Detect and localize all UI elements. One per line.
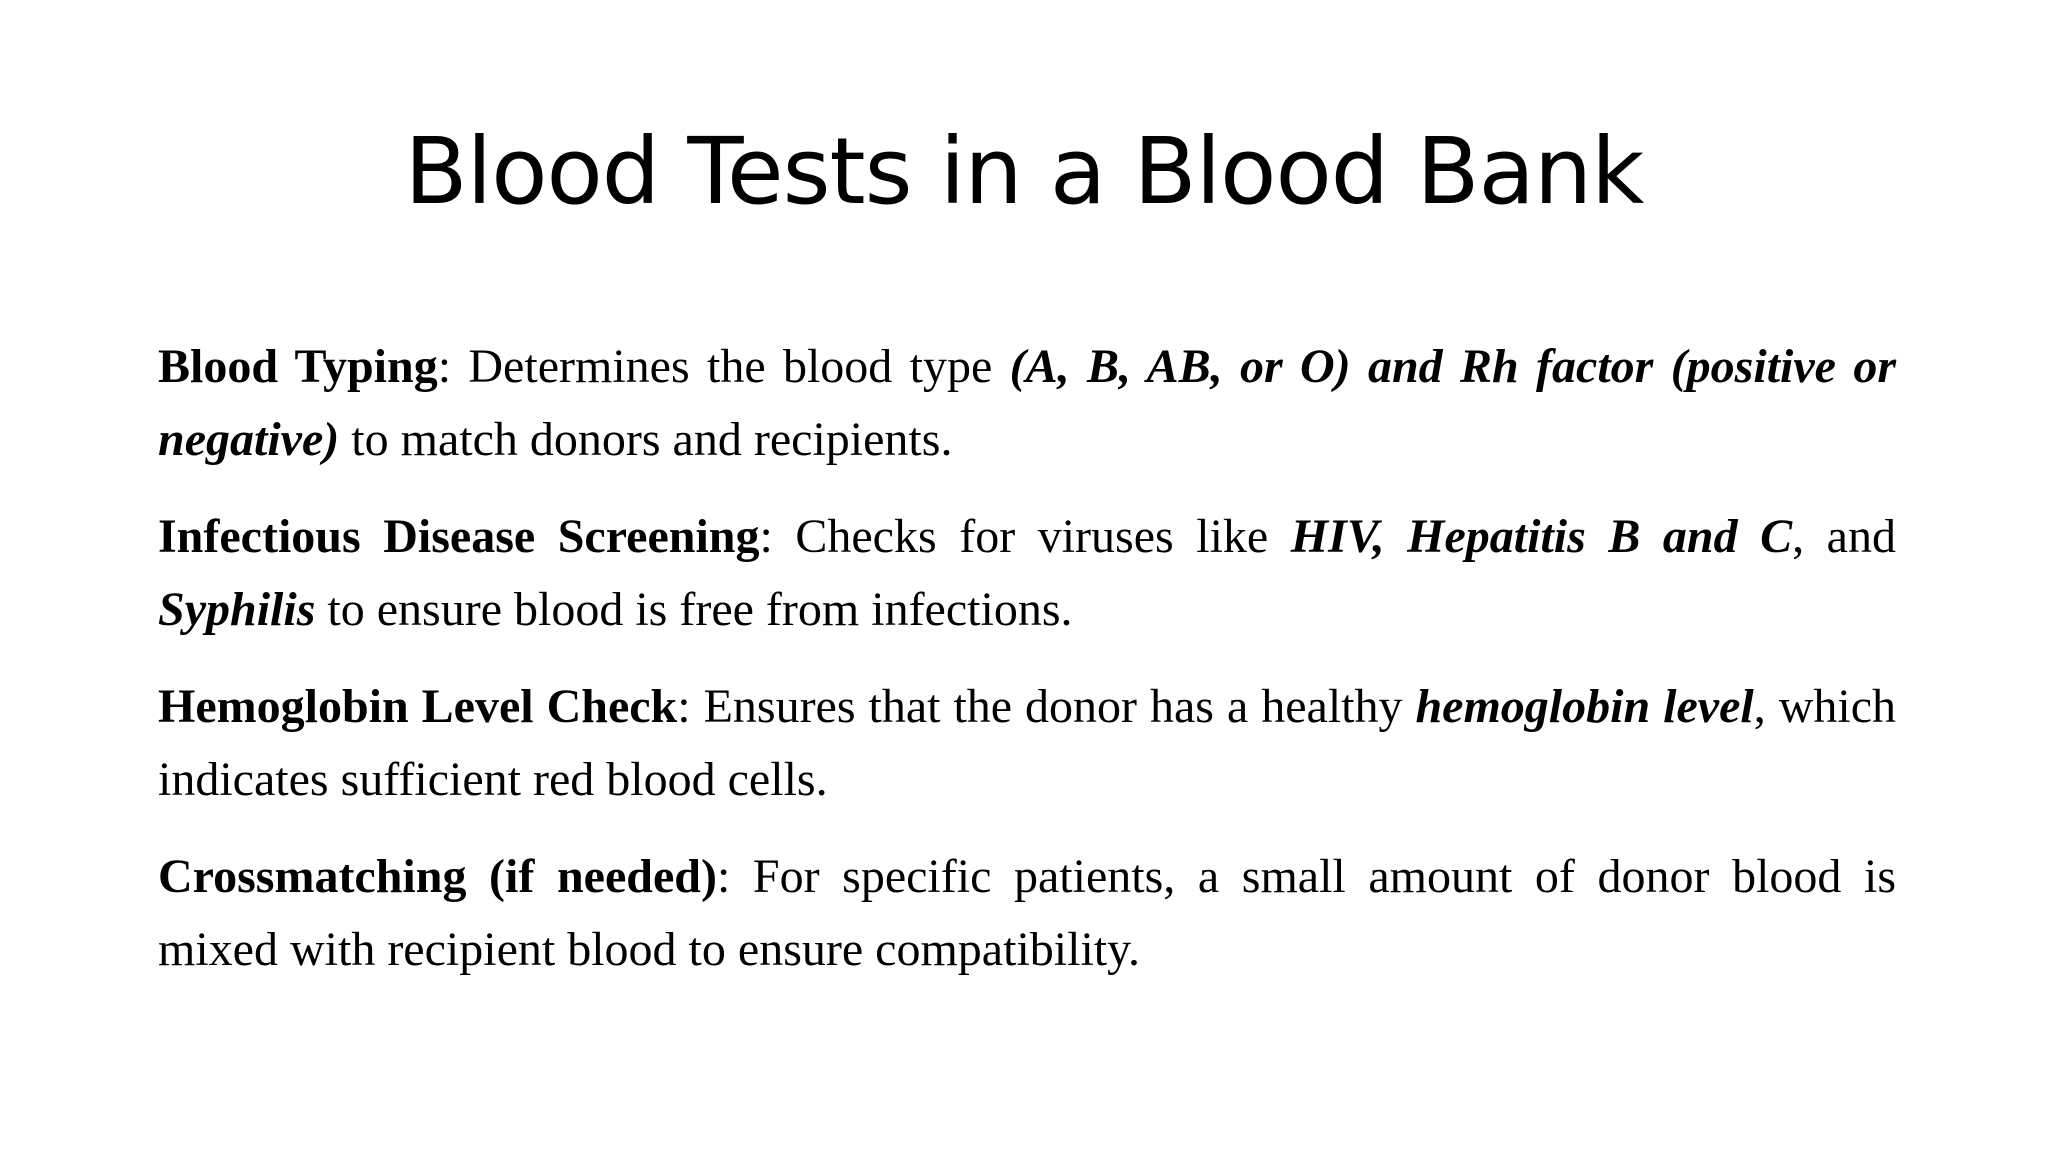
term-crossmatching: Crossmatching (if needed) bbox=[158, 850, 717, 903]
emphasis-text: HIV, Hepatitis B and C bbox=[1290, 510, 1793, 563]
body-text: Checks for viruses like bbox=[795, 510, 1291, 563]
paragraph-hemoglobin-level-check bbox=[158, 670, 1896, 816]
emphasis-text: (A, B, AB, or O) and Rh factor (positive or negative) bbox=[158, 340, 1896, 466]
paragraph-blood-typing bbox=[158, 330, 1896, 476]
paragraph-infectious-disease-screening bbox=[158, 500, 1896, 646]
body-text: For specific patients, a small amount of donor blood is mixed with recipient blood to ensure compatibility. bbox=[158, 850, 1897, 976]
slide-body bbox=[158, 330, 1896, 1010]
body-text: , which indicates sufficient red blood cells. bbox=[158, 680, 1897, 806]
body-text: , and bbox=[1792, 510, 1896, 563]
body-text: Determines the blood type bbox=[468, 340, 1010, 393]
separator: : bbox=[716, 850, 753, 903]
body-text: to ensure blood is free from infections. bbox=[315, 583, 1073, 636]
slide-title: Blood Tests in a Blood Bank bbox=[404, 118, 1644, 225]
term-hemoglobin-level-check: Hemoglobin Level Check bbox=[158, 680, 678, 733]
separator: : bbox=[759, 510, 796, 563]
emphasis-text: Syphilis bbox=[158, 583, 316, 636]
paragraph-crossmatching bbox=[158, 840, 1896, 986]
body-text: to match donors and recipients. bbox=[339, 413, 953, 466]
separator: : bbox=[437, 340, 469, 393]
term-blood-typing: Blood Typing bbox=[158, 340, 438, 393]
emphasis-text: hemoglobin level bbox=[1415, 680, 1754, 733]
term-infectious-disease-screening: Infectious Disease Screening bbox=[158, 510, 760, 563]
body-text: Ensures that the donor has a healthy bbox=[703, 680, 1416, 733]
separator: : bbox=[677, 680, 704, 733]
